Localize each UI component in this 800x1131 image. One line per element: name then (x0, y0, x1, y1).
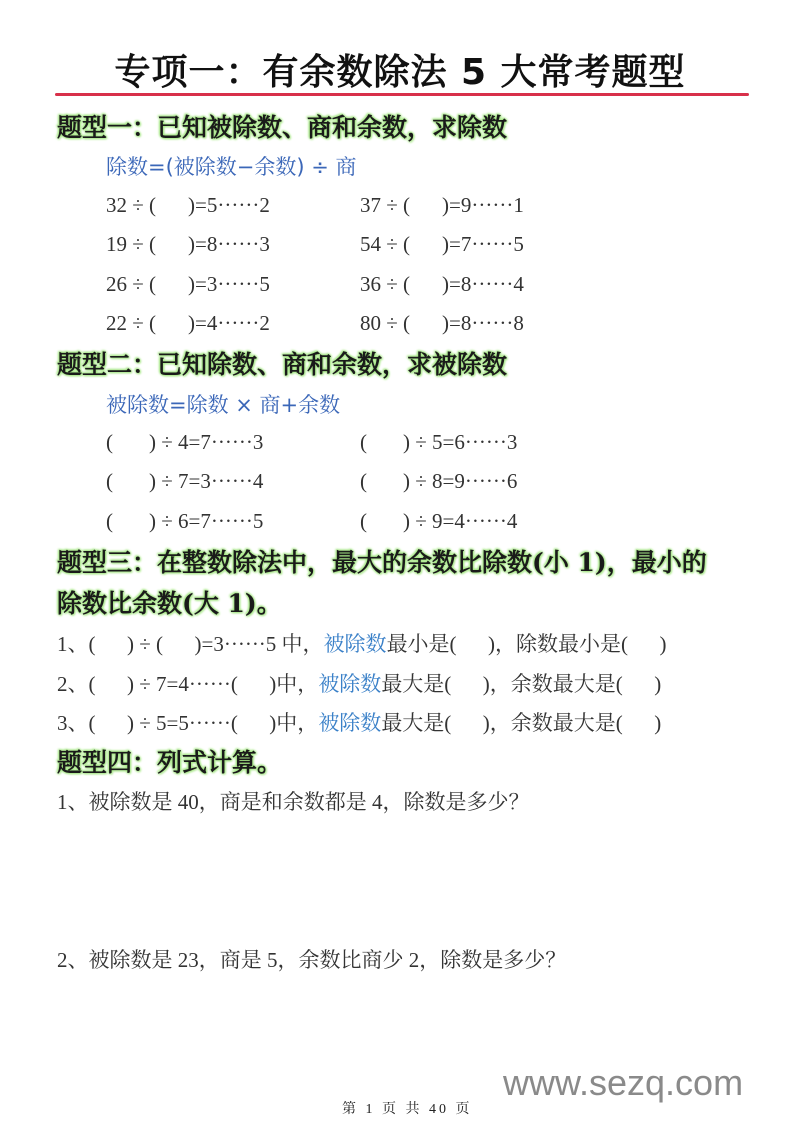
s3-item-3: 3、( ) ÷ 5=5······( )中，被除数最大是( )，余数最大是( ) (57, 711, 662, 735)
s3-item-1: 1、( ) ÷ ( )=3······5 中，被除数最小是( )，除数最小是( ) (57, 632, 667, 656)
s3-item-2: 2、( ) ÷ 7=4······( )中，被除数最大是( )，余数最大是( ) (57, 672, 662, 696)
s2-row0-right: ( ) ÷ 5=6······3 (360, 430, 518, 454)
s2-row1-right: ( ) ÷ 8=9······6 (360, 469, 518, 493)
title-divider (55, 93, 749, 96)
s1-row2-left: 26 ÷ ( )=3······5 (106, 272, 270, 296)
section1-formula: 除数=(被除数−余数) ÷ 商 (106, 155, 357, 179)
s1-row1-right: 54 ÷ ( )=7······5 (360, 232, 524, 256)
s2-row0-left: ( ) ÷ 4=7······3 (106, 430, 264, 454)
section4-heading: 题型四：列式计算。 (57, 748, 283, 777)
s1-row0-right: 37 ÷ ( )=9······1 (360, 193, 524, 217)
section2-formula: 被除数=除数 × 商+余数 (106, 393, 341, 417)
watermark: www.sezq.com (503, 1062, 744, 1103)
page-number: 第 1 页 共 40 页 (342, 1102, 473, 1117)
section3-heading-line2: 除数比余数(大 1)。 (57, 589, 282, 618)
page-title: 专项一：有余数除法 5 大常考题型 (114, 52, 686, 93)
s4-question-1: 1、被除数是 40，商是和余数都是 4，除数是多少？ (57, 790, 530, 814)
section3-heading-line1: 题型三：在整数除法中，最大的余数比除数(小 1)，最小的 (57, 548, 707, 577)
s1-row0-left: 32 ÷ ( )=5······2 (106, 193, 270, 217)
section2-heading: 题型二：已知除数、商和余数，求被除数 (57, 350, 508, 379)
s1-row2-right: 36 ÷ ( )=8······4 (360, 272, 524, 296)
s2-row1-left: ( ) ÷ 7=3······4 (106, 469, 264, 493)
s1-row3-left: 22 ÷ ( )=4······2 (106, 311, 270, 335)
s1-row3-right: 80 ÷ ( )=8······8 (360, 311, 524, 335)
section1-heading: 题型一：已知被除数、商和余数，求除数 (57, 113, 508, 142)
s2-row2-right: ( ) ÷ 9=4······4 (360, 509, 518, 533)
s1-row1-left: 19 ÷ ( )=8······3 (106, 232, 270, 256)
s2-row2-left: ( ) ÷ 6=7······5 (106, 509, 264, 533)
s4-question-2: 2、被除数是 23，商是 5，余数比商少 2，除数是多少？ (57, 948, 567, 972)
